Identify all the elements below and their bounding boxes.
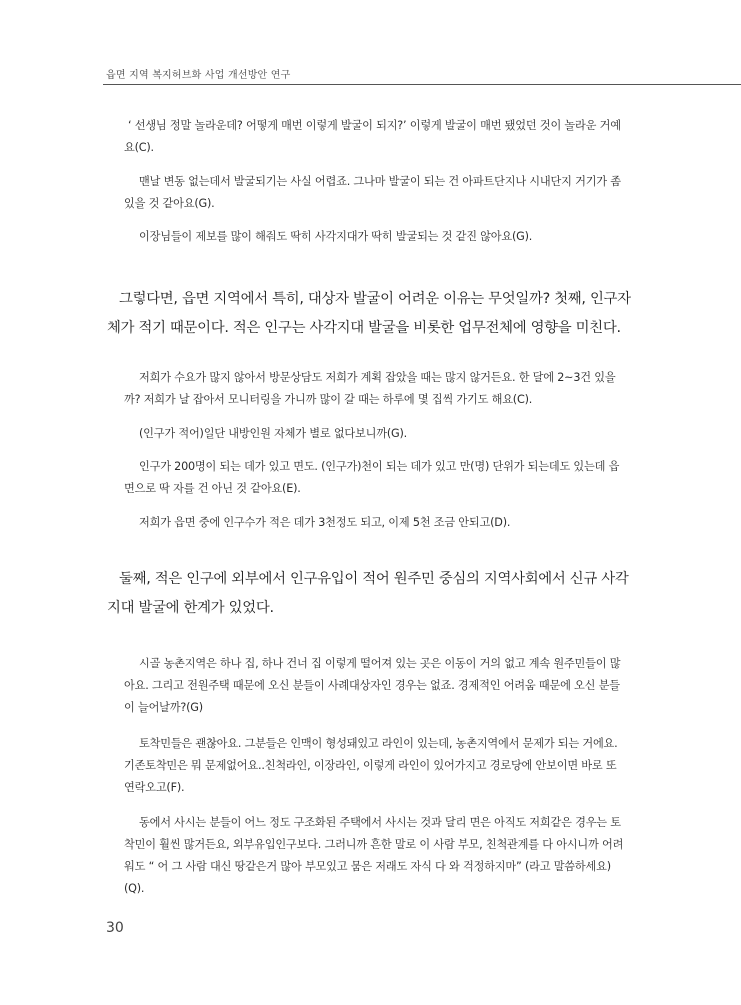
- interview-quote: 저희가 읍면 중에 인구수가 적은 데가 3천정도 되고, 이제 5천 조금 안되고(D).: [139, 516, 511, 529]
- interview-quote: 인구가 200명이 되는 데가 있고 면도. (인구가)천이 되는 데가 있고 만(명) 단위가 되는데도 있는데 읍면으로 딱 자를 건 아닌 것 같아요(E).: [124, 460, 620, 495]
- running-header: 읍면 지역 복지허브화 사업 개선방안 연구: [106, 70, 291, 81]
- body-paragraph: 그렇다면, 읍면 지역에서 특히, 대상자 발굴이 어려운 이유는 무엇일까? 첫째, 인구자체가 적기 때문이다. 적은 인구는 사각지대 발굴을 비롯한 업무전체에 영향을 미친다.: [107, 291, 631, 336]
- header-rule: [103, 84, 741, 85]
- page-number: 30: [106, 920, 124, 936]
- interview-quote: 이장님들이 제보를 많이 해줘도 딱히 사각지대가 딱히 발굴되는 것 같진 않아요(G).: [139, 230, 533, 243]
- interview-quote: 맨날 변동 없는데서 발굴되기는 사실 어렵죠. 그나마 발굴이 되는 건 아파트단지나 시내단지 거기가 좀 있을 것 같아요(G).: [124, 175, 621, 210]
- interview-quote: ‘ 선생님 정말 놀라운데? 어떻게 매번 이렇게 발굴이 되지?’ 이렇게 발굴이 매번 됐었던 것이 놀라운 거예요(C).: [124, 119, 621, 154]
- interview-quote: 동에서 사시는 분들이 어느 정도 구조화된 주택에서 사시는 것과 달리 면은 아직도 저희같은 경우는 토착민이 훨씬 많거든요, 외부유입인구보다. 그러니까 흔한 말로 이 사람 부모, 친척관계를 다 아시니까 어려워도 “ 어 그 사람 대신 땅같은거 많아 부모있고 뭄은 저래도 자식 다 와 걱정하지마” (라고 말씀하세요)(Q).: [124, 816, 624, 895]
- interview-quote: 시골 농촌지역은 하나 집, 하나 건너 집 이렇게 떨어져 있는 곳은 이동이 거의 없고 계속 원주민들이 많아요. 그리고 전원주택 때문에 오신 분들이 사례대상자인 경우는 없죠. 경제적인 어려움 때문에 오신 분들이 늘어날까?(G): [124, 657, 621, 714]
- body-paragraph: 둘째, 적은 인구에 외부에서 인구유입이 적어 원주민 중심의 지역사회에서 신규 사각지대 발굴에 한계가 있었다.: [107, 571, 629, 616]
- interview-quote: (인구가 적어)일단 내방인원 자체가 별로 없다보니까(G).: [139, 427, 408, 440]
- interview-quote: 토착민들은 괜찮아요. 그분들은 인맥이 형성돼있고 라인이 있는데, 농촌지역에서 문제가 되는 거에요. 기존토착민은 뭐 문제없어요..친척라인, 이장라인, 이렇게 라인이 있어가지고 경로당에 안보이면 바로 또 연락오고(F).: [124, 737, 618, 794]
- interview-quote: 저희가 수요가 많지 않아서 방문상담도 저희가 계획 잡았을 때는 많지 않거든요. 한 달에 2~3건 있을까? 저희가 날 잡아서 모니터링을 가니까 많이 갈 때는 하루에 몇 집씩 가기도 해요(C).: [124, 371, 616, 406]
